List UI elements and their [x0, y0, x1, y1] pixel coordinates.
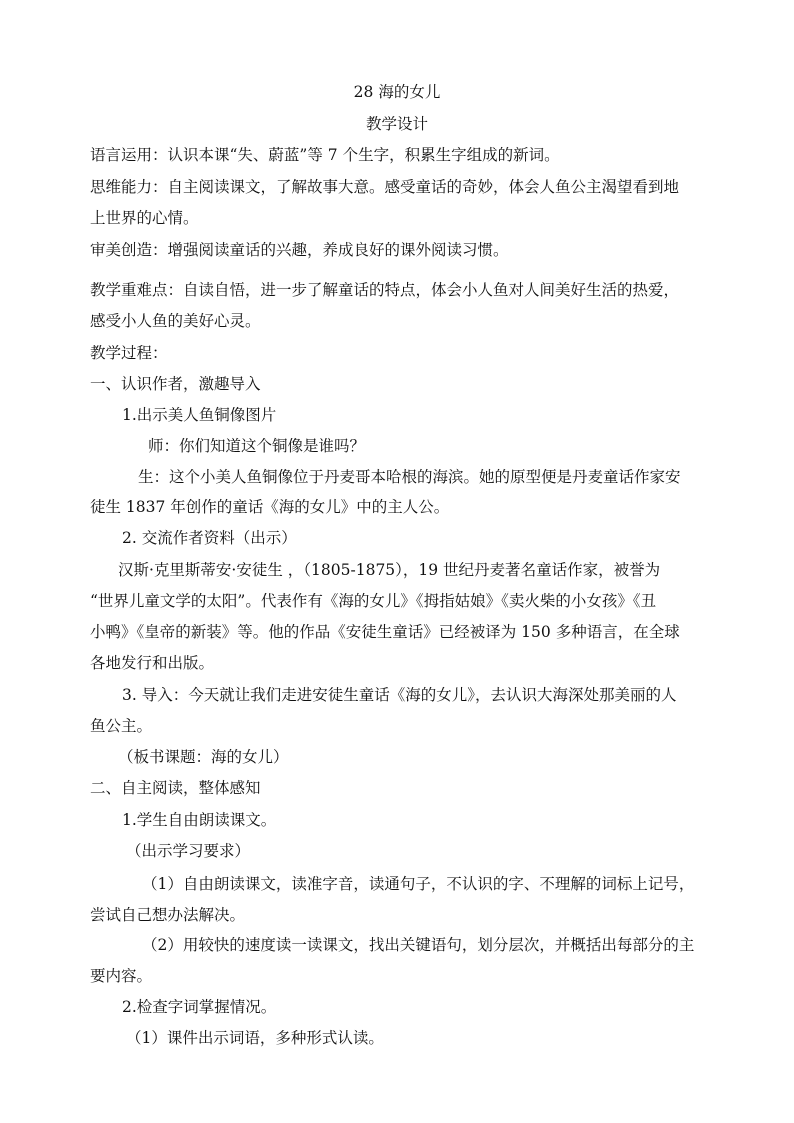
learning-requirements: （出示学习要求） — [126, 842, 251, 860]
requirement-1: （1）自由朗读课文，读准字音，读通句子，不认识的字、不理解的词标上记号， — [142, 875, 695, 893]
student-answer-cont: 徒生 1837 年创作的童话《海的女儿》中的主人公。 — [90, 498, 450, 516]
objective-aesthetic: 审美创造：增强阅读童话的兴趣，养成良好的课外阅读习惯。 — [90, 241, 509, 259]
document-title: 28 海的女儿 — [353, 83, 441, 101]
objective-language: 语言运用：认识本课“失、蔚蓝”等 7 个生字，积累生字组成的新词。 — [90, 146, 560, 164]
requirement-2-cont: 要内容。 — [90, 967, 153, 985]
process-heading: 教学过程： — [90, 344, 168, 362]
teacher-question: 师：你们知道这个铜像是谁吗？ — [148, 437, 366, 455]
step-1-1: 1.出示美人鱼铜像图片 — [122, 406, 277, 424]
document-subtitle: 教学设计 — [365, 115, 428, 133]
key-difficulty: 教学重难点：自读自悟，进一步了解童话的特点，体会小人鱼对人间美好生活的热爱， — [90, 281, 680, 299]
step-1-3: 3. 导入：今天就让我们走进安徒生童话《海的女儿》，去认识大海深处那美丽的人 — [122, 686, 677, 704]
section-heading-2: 二、自主阅读，整体感知 — [90, 779, 261, 797]
objective-thinking-cont: 上世界的心情。 — [90, 209, 199, 227]
step-1-3-cont: 鱼公主。 — [90, 717, 153, 735]
objective-thinking: 思维能力：自主阅读课文，了解故事大意。感受童话的奇妙，体会人鱼公主渴望看到地 — [90, 178, 680, 196]
author-bio-2: “世界儿童文学的太阳”。代表作有《海的女儿》《拇指姑娘》《卖火柴的小女孩》《丑 — [90, 592, 657, 610]
student-answer: 生：这个小美人鱼铜像位于丹麦哥本哈根的海滨。她的原型便是丹麦童话作家安 — [138, 468, 681, 486]
author-bio: 汉斯·克里斯蒂安·安徒生 ，（1805-1875），19 世纪丹麦著名童话作家，被誉为 — [118, 561, 661, 579]
author-bio-3: 小鸭》《皇帝的新装》等。他的作品《安徒生童话》已经被译为 150 多种语言，在全球 — [90, 623, 680, 641]
section-heading-1: 一、认识作者，激趣导入 — [90, 375, 261, 393]
step-2-2: 2.检查字词掌握情况。 — [122, 998, 277, 1016]
step-2-2-1: （1）课件出示词语，多种形式认读。 — [126, 1029, 384, 1047]
step-1-2: 2. 交流作者资料（出示） — [122, 529, 297, 547]
key-difficulty-cont: 感受小人鱼的美好心灵。 — [90, 312, 261, 330]
board-title-note: （板书课题：海的女儿） — [118, 748, 289, 766]
requirement-2: （2）用较快的速度读一读课文，找出关键语句，划分层次，并概括出每部分的主 — [142, 936, 695, 954]
author-bio-4: 各地发行和出版。 — [90, 654, 215, 672]
requirement-1-cont: 尝试自己想办法解决。 — [90, 906, 246, 924]
step-2-1: 1.学生自由朗读课文。 — [122, 811, 277, 829]
